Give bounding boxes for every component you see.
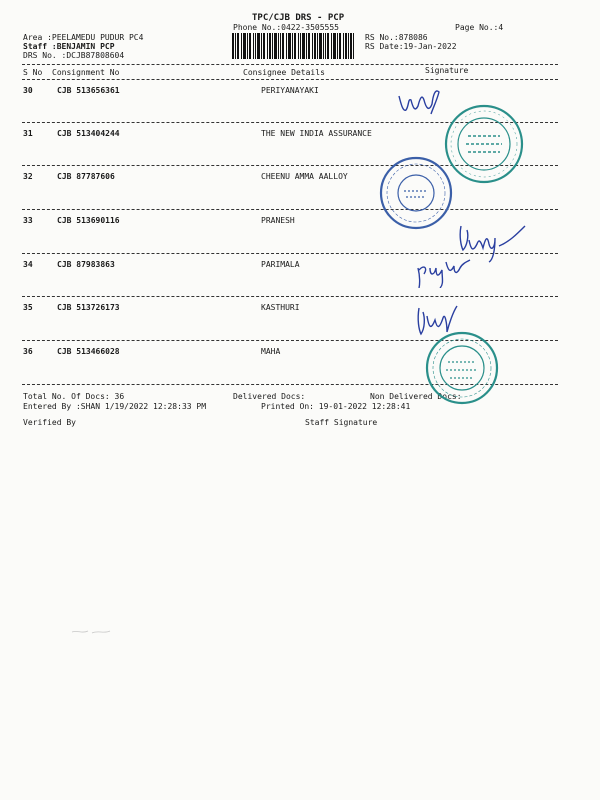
row-sno: 30 [23, 86, 33, 95]
row-consignment: CJB 87787606 [57, 172, 115, 181]
column-consignee: Consignee Details [243, 68, 325, 77]
row-consignment: CJB 513466028 [57, 347, 120, 356]
phone-number: Phone No.:0422-3505555 [233, 23, 339, 32]
row-consignee: THE NEW INDIA ASSURANCE [261, 129, 372, 138]
document-title: TPC/CJB DRS - PCP [252, 13, 345, 23]
non-delivered-docs: Non Delivered Docs: [370, 392, 462, 401]
round-company-stamp-icon [378, 155, 454, 231]
area-label: Area :PEELAMEDU PUDUR PC4 [23, 33, 144, 42]
row-consignment: CJB 513404244 [57, 129, 120, 138]
entered-by: Entered By :SHAN 1/19/2022 12:28:33 PM [23, 402, 207, 411]
row-sno: 32 [23, 172, 33, 181]
rs-date: RS Date:19-Jan-2022 [365, 42, 457, 51]
row-sno: 35 [23, 303, 33, 312]
delivered-docs: Delivered Docs: [233, 392, 306, 401]
rs-number: RS No.:878086 [365, 33, 428, 42]
row-consignee: KASTHURI [261, 303, 300, 312]
barcode [232, 33, 354, 59]
row-consignee: PARIMALA [261, 260, 300, 269]
staff-label: Staff :BENJAMIN PCP [23, 42, 115, 51]
row-divider [22, 209, 558, 210]
verified-by: Verified By [23, 418, 76, 427]
round-company-stamp-icon [442, 102, 526, 186]
printed-on: Printed On: 19-01-2022 12:28:41 [261, 402, 411, 411]
row-sno: 34 [23, 260, 33, 269]
staff-signature-label: Staff Signature [305, 418, 378, 427]
row-sno: 33 [23, 216, 33, 225]
row-consignment: CJB 87983863 [57, 260, 115, 269]
column-consignment: Consignment No [52, 68, 120, 77]
drs-number: DRS No. :DCJB87808604 [23, 51, 125, 60]
header-top-rule [22, 64, 558, 65]
column-sno: S No [23, 68, 43, 77]
row-consignee: CHEENU AMMA AALLOY [261, 172, 348, 181]
row-divider [22, 296, 558, 297]
row-consignee: PRANESH [261, 216, 295, 225]
page-number: Page No.:4 [455, 23, 504, 32]
row-consignee: PERIYANAYAKI [261, 86, 319, 95]
scan-mark-icon [70, 626, 114, 638]
total-docs: Total No. Of Docs: 36 [23, 392, 125, 401]
row-consignment: CJB 513656361 [57, 86, 120, 95]
row-consignment: CJB 513690116 [57, 216, 120, 225]
row-sno: 31 [23, 129, 33, 138]
round-company-stamp-icon [424, 330, 500, 406]
signature-row-34-icon [414, 254, 472, 288]
row-consignment: CJB 513726173 [57, 303, 120, 312]
header-bottom-rule [22, 79, 558, 80]
row-consignee: MAHA [261, 347, 281, 356]
row-sno: 36 [23, 347, 33, 356]
column-signature: Signature [425, 66, 469, 75]
